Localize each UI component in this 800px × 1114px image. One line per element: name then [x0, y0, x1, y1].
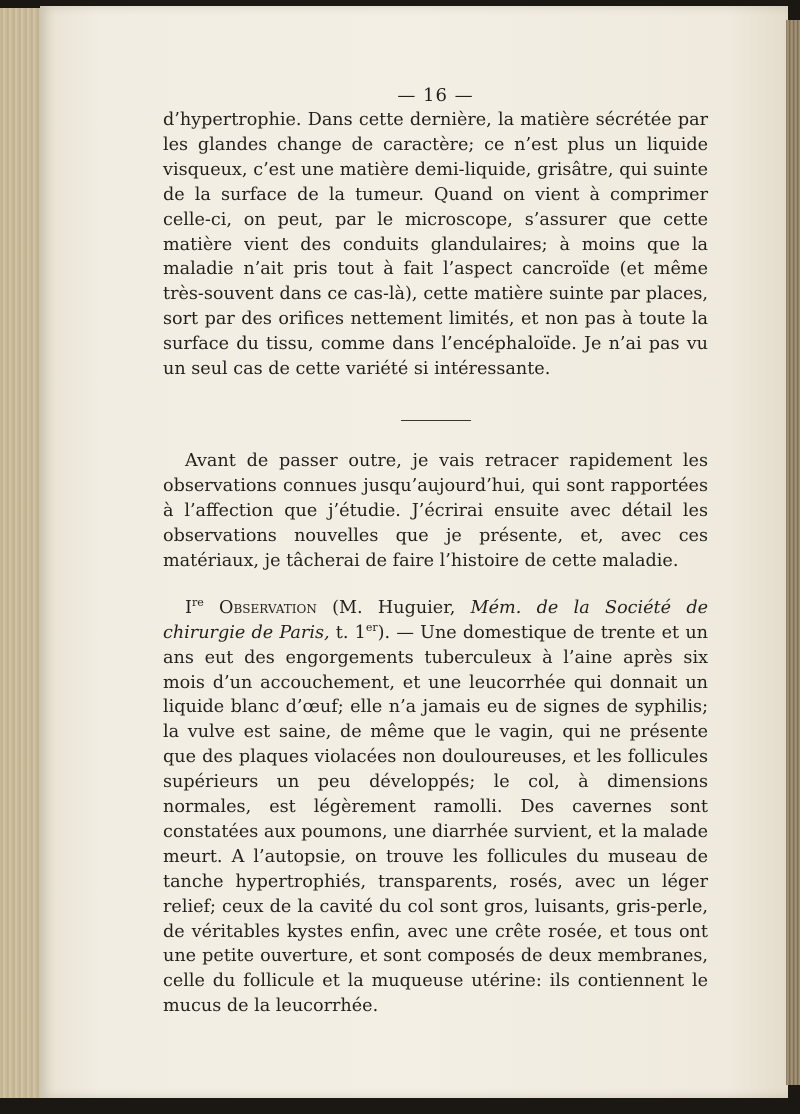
section-separator — [401, 420, 471, 421]
paragraph-1: d’hypertrophie. Dans cette dernière, la matière sécrétée par les glandes change de caractère; ce n’est plus un liquide visqueux, c’est une matière demi-liquide, grisâtre, qui suinte de la surface de la tumeur. Quand on vient à comprimer celle-ci, on peut, par le microscope, s’assurer que cette matière vient des conduits glandulaires; à moins que la maladie n’ait pris tout à fait l’aspect cancroïde (et même très-souvent dans ce cas-là), cette matière suinte par places, sort par des orifices nettement limités, et non pas à toute la surface du tissu, comme dans l’encéphaloïde. Je n’ai pas vu un seul cas de cette variété si intéressante. — [163, 110, 708, 380]
observation-volume-sup: er — [365, 620, 378, 634]
book-cover-edge — [786, 20, 800, 1085]
observation-number: I — [185, 597, 192, 618]
paragraph-2: Avant de passer outre, je vais retracer rapidement les observations connues jusqu’aujourd’hui, qui sont rapportées à l’affection que j’étudie. J’écrirai ensuite avec détail les observations nouvelles que je présente, et, avec ces matériaux, je tâcherai de faire l’histoire de cette maladie. — [163, 451, 708, 571]
observation-text: Une domestique de trente et un ans eut des engorgements tuberculeux à l’aine après six mois d’un accouchement, et une leucorrhée qui donnait un liquide blanc d’œuf; elle n’a jamais eu de signes de syphilis; la vulve est saine, de même que le vagin, qui ne présente que des plaques violacées non douloureuses, et les follicules supérieurs un peu développés; le col, à dimensions normales, est légèrement ramolli. Des cavernes sont constatées aux poumons, une diarrhée survient, et la malade meurt. A l’autopsie, on trouve les follicules du museau de tanche hypertrophiés, transparents, rosés, avec un léger relief; ceux de la cavité du col sont gros, luisants, gris-perle, de véritables kystes enfin, avec une crête rosée, et tous ont une petite ouverture, et sont composés de deux membranes, celle du follicule et la muqueuse utérine: ils contiennent le mucus de la leucorrhée. — [163, 622, 708, 1017]
observation-1 — [163, 596, 708, 1019]
page-number: — 16 — — [397, 85, 474, 106]
observation-source: Mém. de la Société de chirurgie de Paris, — [163, 597, 709, 643]
observation-volume-close: ). — — [377, 622, 421, 643]
observation-number-sup: re — [191, 595, 204, 609]
page-text — [163, 85, 708, 1019]
observation-source-open: (M. Huguier, — [332, 597, 471, 618]
observation-volume: t. 1 — [329, 622, 366, 643]
observation-title: Observation — [219, 597, 317, 618]
